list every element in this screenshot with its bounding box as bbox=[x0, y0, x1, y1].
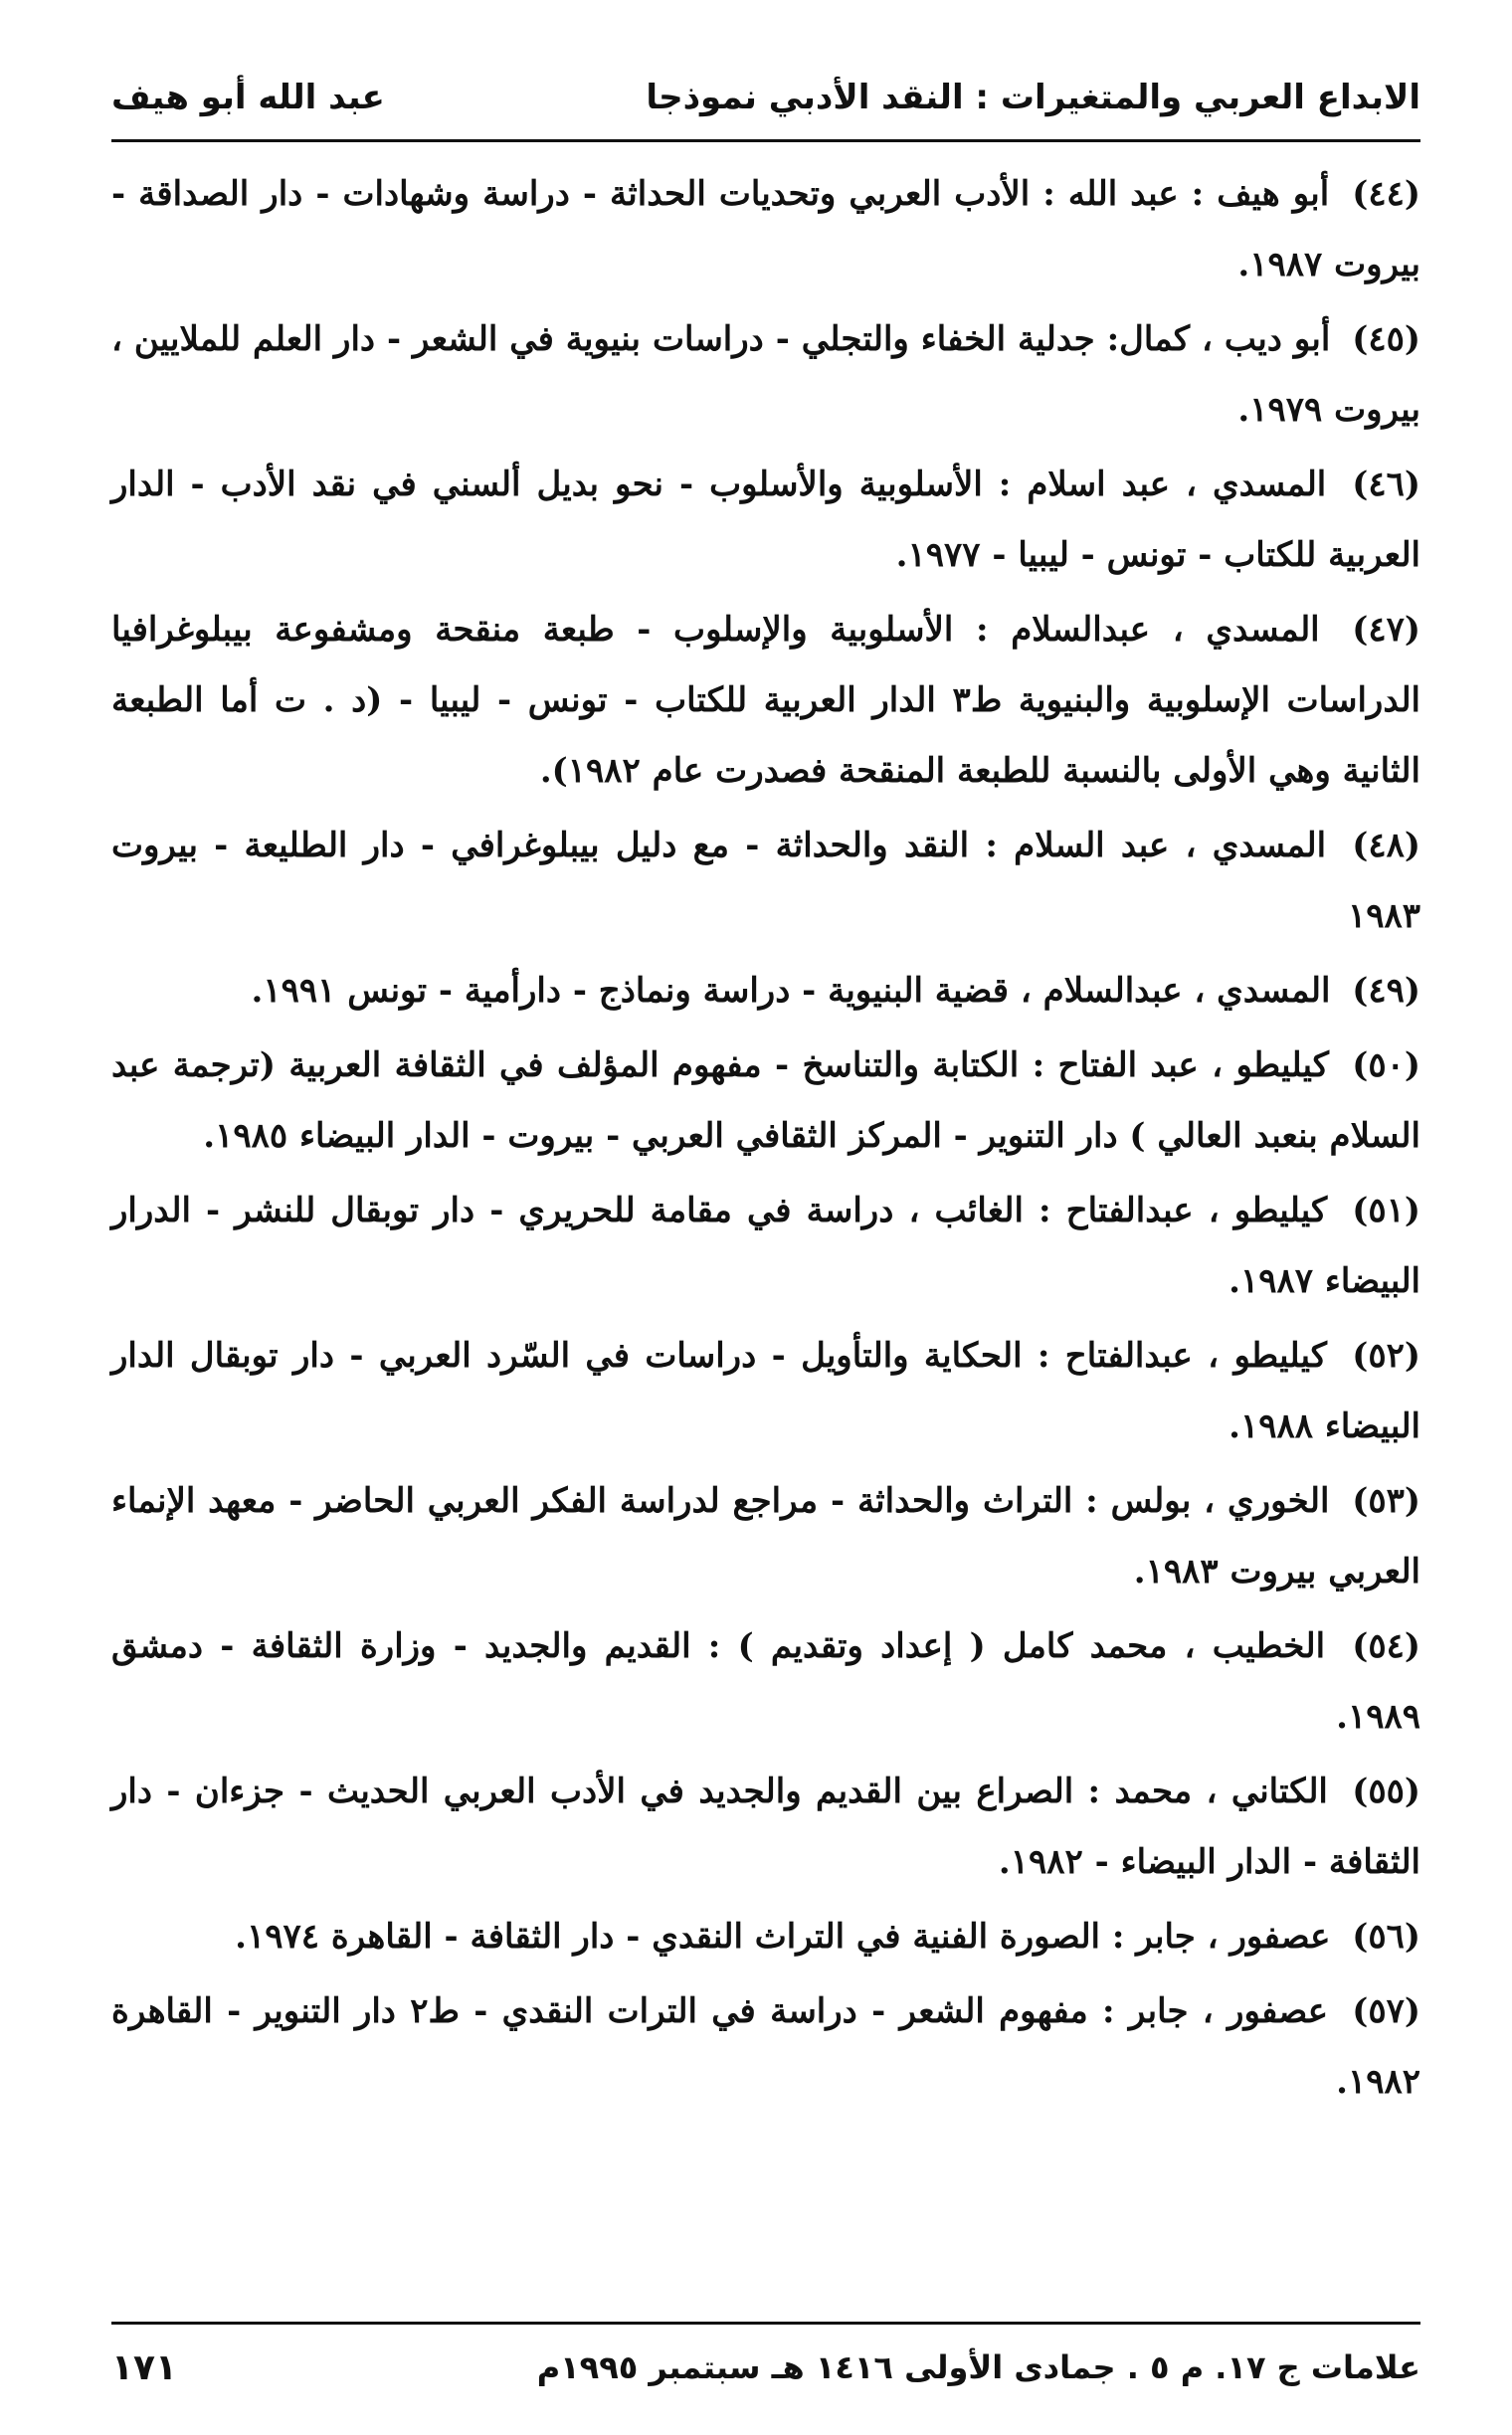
reference-entry bbox=[111, 1902, 1420, 1972]
reference-number: (٤٩) bbox=[1352, 971, 1420, 1011]
reference-number: (٤٧) bbox=[1352, 610, 1420, 650]
reference-list bbox=[111, 159, 1420, 2122]
reference-text: الخطيب ، محمد كامل ( إعداد وتقديم ) : القديم والجديد - وزارة الثقافة - دمشق ١٩٨٩. bbox=[111, 1626, 1420, 1737]
reference-entry bbox=[111, 811, 1420, 952]
reference-entry bbox=[111, 595, 1420, 807]
reference-text: أبو ديب ، كمال: جدلية الخفاء والتجلي - دراسات بنيوية في الشعر - دار العلم للملايين ، بيروت ١٩٧٩. bbox=[111, 319, 1420, 430]
reference-text: الخوري ، بولس : التراث والحداثة - مراجع لدراسة الفكر العربي الحاضر - معهد الإنماء العربي بيروت ١٩٨٣. bbox=[111, 1481, 1420, 1592]
footer-divider bbox=[111, 2322, 1420, 2325]
reference-entry bbox=[111, 1976, 1420, 2118]
reference-entry bbox=[111, 1321, 1420, 1462]
reference-text: أبو هيف : عبد الله : الأدب العربي وتحديات الحداثة - دراسة وشهادات - دار الصداقة - بيروت ١٩٨٧. bbox=[111, 174, 1420, 284]
reference-entry bbox=[111, 1466, 1420, 1607]
running-header bbox=[111, 68, 1420, 127]
reference-entry bbox=[111, 450, 1420, 591]
reference-number: (٤٤) bbox=[1352, 174, 1420, 214]
reference-number: (٤٥) bbox=[1352, 319, 1420, 359]
footer-issue-info: علامات ج ١٧. م ٥ . جمادى الأولى ١٤١٦ هـ سبتمبر ١٩٩٥م bbox=[536, 2348, 1420, 2386]
reference-text: المسدي ، عبدالسلام : الأسلوبية والإسلوب - طبعة منقحة ومشفوعة بيبلوغرافيا الدراسات الإسلوبية والبنيوية ط٣ الدار العربية للكتاب - تونس - ليبيا - (د . ت أما الطبعة الثانية وهي الأولى بالنسبة للطبعة المنقحة فصدرت عام ١٩٨٢). bbox=[111, 610, 1421, 791]
reference-text: المسدي ، عبد السلام : النقد والحداثة - مع دليل بيبلوغرافي - دار الطليعة - بيروت ١٩٨٣ bbox=[111, 826, 1420, 936]
reference-number: (٥٤) bbox=[1352, 1626, 1420, 1666]
reference-text: كيليطو ، عبدالفتاح : الحكاية والتأويل - دراسات في السّرد العربي - دار توبقال الدار البيضاء ١٩٨٨. bbox=[111, 1336, 1420, 1446]
reference-number: (٥٧) bbox=[1352, 1991, 1421, 2031]
page-number: ١٧١ bbox=[111, 2346, 177, 2388]
reference-entry bbox=[111, 304, 1420, 446]
reference-number: (٤٦) bbox=[1352, 465, 1420, 504]
reference-text: عصفور ، جابر : مفهوم الشعر - دراسة في الترات النقدي - ط٢ دار التنوير - القاهرة ١٩٨٢. bbox=[111, 1991, 1420, 2102]
reference-number: (٥١) bbox=[1352, 1191, 1420, 1230]
reference-text: كيليطو ، عبد الفتاح : الكتابة والتناسخ - مفهوم المؤلف في الثقافة العربية (ترجمة عبد السلام بنعبد العالي ) دار التنوير - المركز الثقافي العربي - بيروت - الدار البيضاء ١٩٨٥. bbox=[111, 1045, 1420, 1156]
reference-text: عصفور ، جابر : الصورة الفنية في التراث النقدي - دار الثقافة - القاهرة ١٩٧٤. bbox=[235, 1917, 1331, 1957]
reference-number: (٥٢) bbox=[1352, 1336, 1420, 1376]
header-author: عبد الله أبو هيف bbox=[111, 78, 385, 117]
reference-text: الكتاني ، محمد : الصراع بين القديم والجديد في الأدب العربي الحديث - جزءان - دار الثقافة - الدار البيضاء - ١٩٨٢. bbox=[111, 1772, 1420, 1882]
page-footer bbox=[111, 2340, 1420, 2395]
reference-number: (٥٦) bbox=[1352, 1917, 1420, 1957]
reference-number: (٥٣) bbox=[1352, 1481, 1420, 1521]
reference-entry bbox=[111, 956, 1420, 1027]
reference-text: المسدي ، عبد اسلام : الأسلوبية والأسلوب - نحو بديل ألسني في نقد الأدب - الدار العربية للكتاب - تونس - ليبيا - ١٩٧٧. bbox=[111, 465, 1420, 575]
reference-text: المسدي ، عبدالسلام ، قضية البنيوية - دراسة ونماذج - دارأمية - تونس ١٩٩١. bbox=[251, 971, 1331, 1011]
reference-entry bbox=[111, 159, 1420, 300]
reference-number: (٥٠) bbox=[1352, 1045, 1420, 1085]
reference-number: (٥٥) bbox=[1352, 1772, 1420, 1811]
header-divider bbox=[111, 139, 1420, 142]
header-title: الابداع العربي والمتغيرات : النقد الأدبي نموذجا bbox=[646, 78, 1420, 117]
reference-entry bbox=[111, 1030, 1420, 1172]
reference-number: (٤٨) bbox=[1352, 826, 1420, 865]
reference-entry bbox=[111, 1757, 1420, 1898]
reference-text: كيليطو ، عبدالفتاح : الغائب ، دراسة في مقامة للحريري - دار توبقال للنشر - الدرار البيضاء ١٩٨٧. bbox=[111, 1191, 1420, 1301]
reference-entry bbox=[111, 1611, 1420, 1753]
reference-entry bbox=[111, 1176, 1420, 1317]
